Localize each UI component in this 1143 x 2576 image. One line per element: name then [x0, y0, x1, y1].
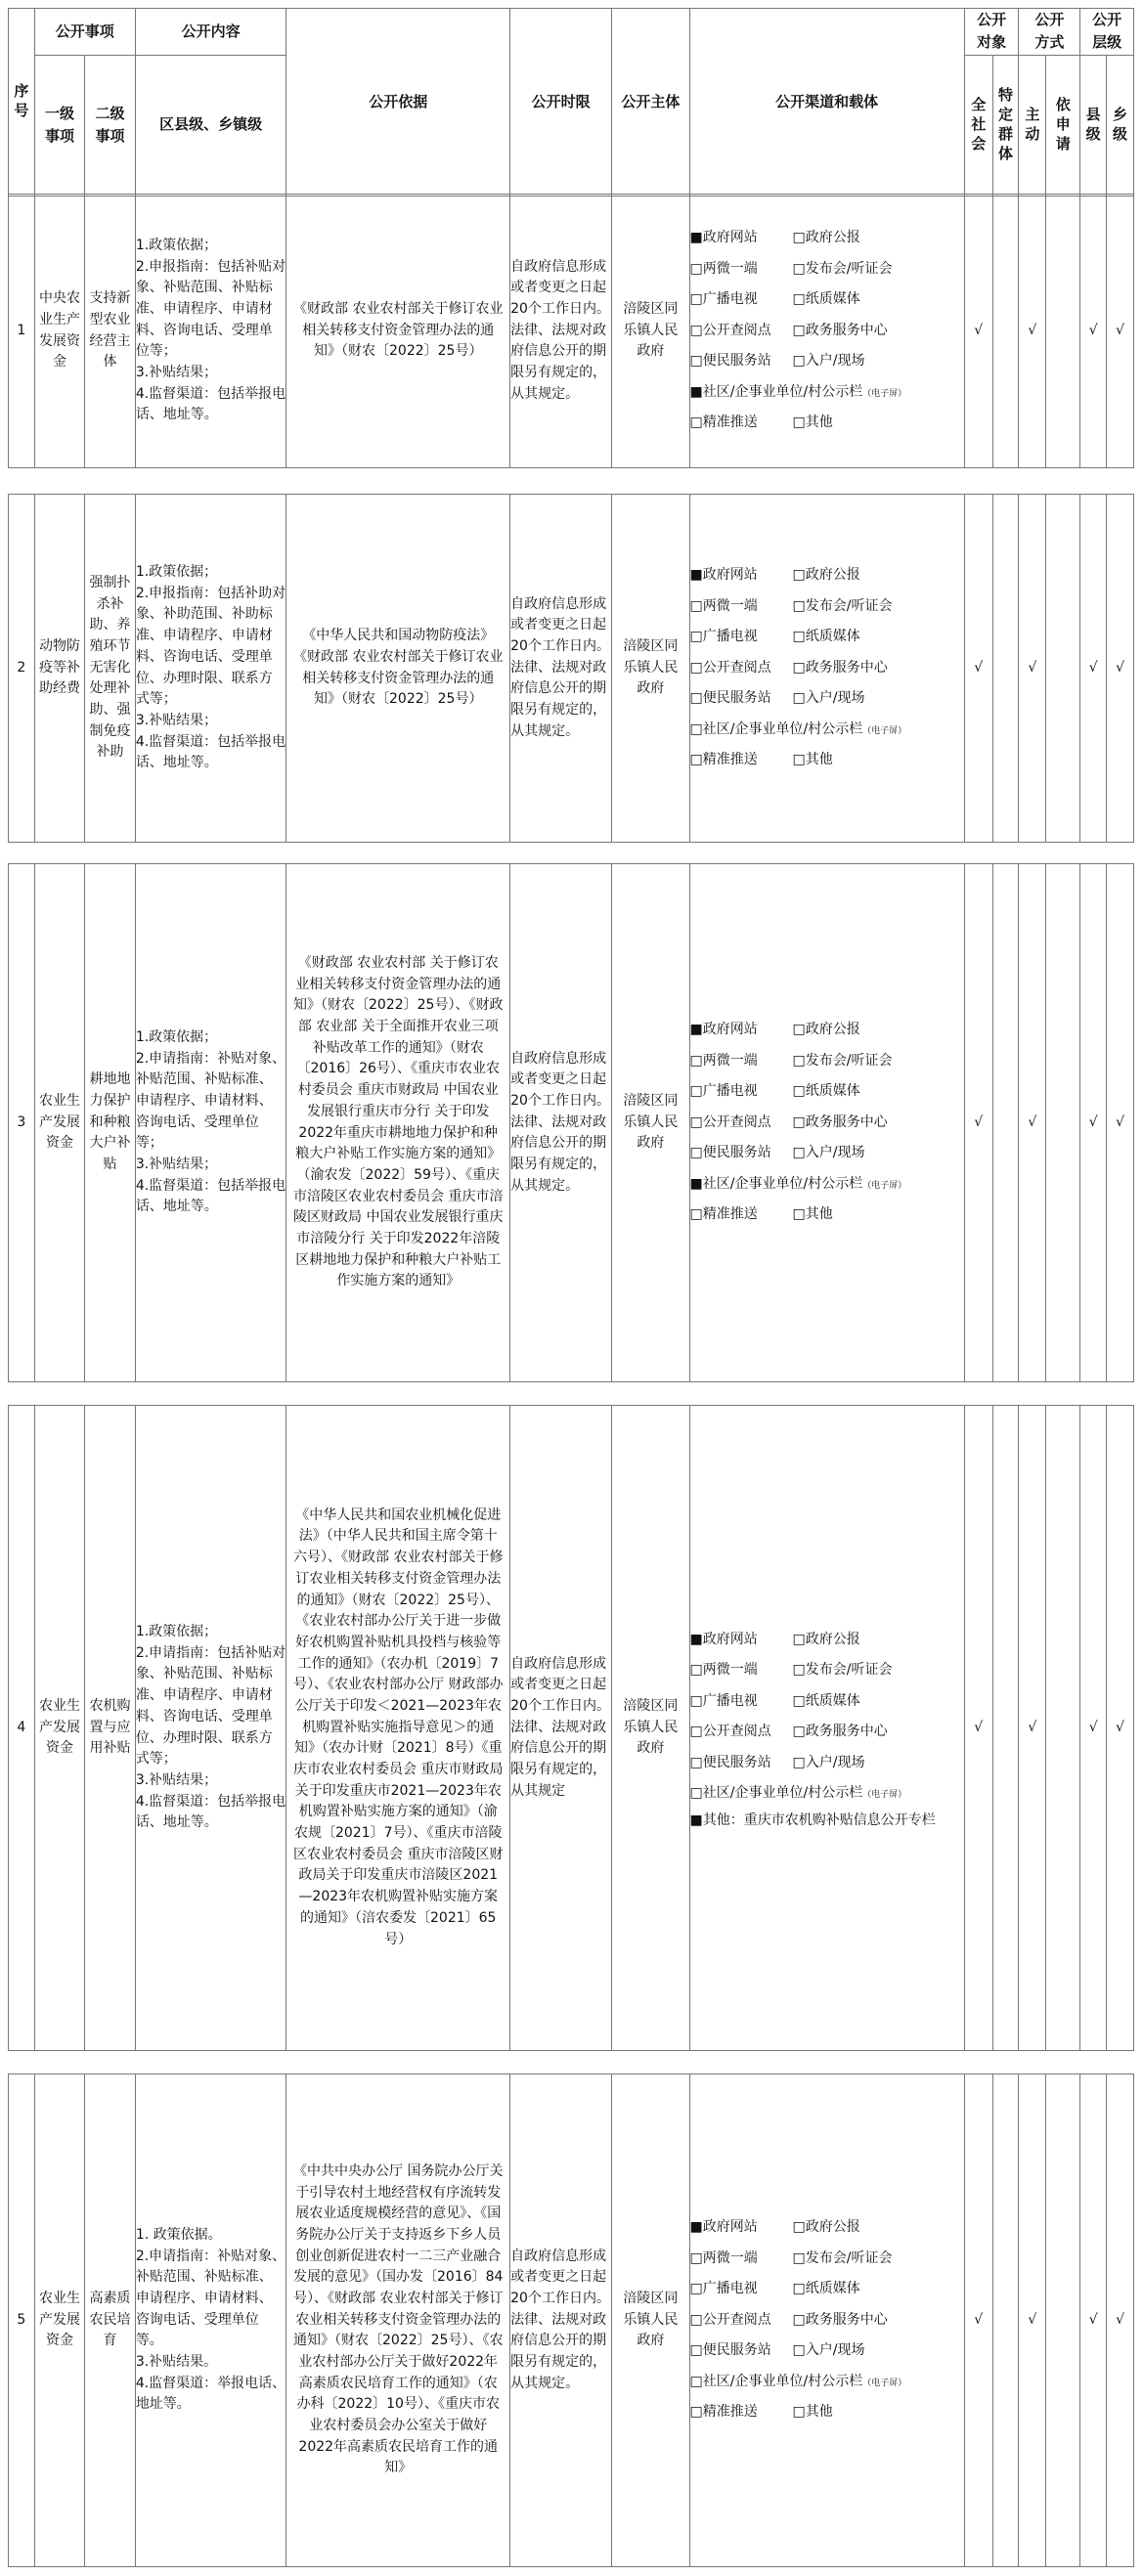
- content-line: 3.补贴结果；: [135, 712, 218, 728]
- channel-line: [690, 2212, 964, 2244]
- channel-option: □其他: [792, 415, 833, 431]
- channel-line: [690, 1169, 964, 1201]
- channel-option: □广播电视: [689, 1692, 758, 1709]
- row-subject: [612, 495, 689, 843]
- row-check-tier-town: √: [1107, 864, 1134, 1382]
- row-check-target-all: √: [964, 2074, 992, 2567]
- row-subject: [612, 195, 689, 468]
- row-check-target-group: [992, 864, 1019, 1382]
- channel-option: ■社区/企事业单位/村公示栏: [689, 1175, 863, 1192]
- row-level2: 耕地地力保护和种粮大户补贴: [85, 864, 136, 1382]
- channel-option: □发布会/听证会: [792, 1662, 893, 1679]
- header-tier: 公开层级: [1080, 9, 1134, 56]
- channel-option: □社区/企事业单位/村公示栏: [689, 2373, 863, 2389]
- header-item: 公开事项: [34, 9, 135, 56]
- row-check-mode-apply: [1046, 864, 1080, 1382]
- row-basis: 《中华人民共和国动物防疫法》《财政部 农业农村部关于修订农业相关转移支付资金管理办法的通知》（财农〔2022〕25号）: [286, 495, 510, 843]
- channel-option: □精准推送: [689, 752, 758, 768]
- row-content: [135, 2074, 286, 2567]
- channel-option: □社区/企事业单位/村公示栏: [689, 1785, 863, 1802]
- header-seq: 序号: [9, 9, 35, 196]
- row-check-mode-apply: [1046, 1406, 1080, 2051]
- table-row: [8, 194, 1134, 468]
- channel-line: [690, 1046, 964, 1077]
- row-channels: [689, 1406, 964, 2051]
- channel-line: [690, 1015, 964, 1046]
- row-check-mode-apply: [1046, 195, 1080, 468]
- row-level2: 支持新型农业经营主体: [85, 195, 136, 468]
- row-check-target-all: √: [964, 864, 992, 1382]
- channel-option: □广播电视: [689, 291, 758, 308]
- content-line: 2.申请指南：包括补贴对象、补贴范围、补贴标准、申请程序、申请材料、咨询电话、受理单位、办理时限、联系方式等；: [135, 1644, 286, 1768]
- table-row: [8, 2074, 1134, 2567]
- header-level1: 一级事项: [34, 55, 85, 196]
- channel-line: [690, 1655, 964, 1686]
- channel-option: ■政府网站: [689, 230, 758, 246]
- channel-option: □纸质媒体: [792, 291, 860, 308]
- row-channels: [689, 864, 964, 1382]
- channel-line: [690, 2274, 964, 2305]
- channel-option: （电子屏）: [862, 725, 907, 736]
- row-timing: 自政府信息形成或者变更之日起20个工作日内。法律、法规对政府信息公开的期限另有规定的，从其规定。: [510, 2074, 612, 2567]
- channel-line: [690, 1076, 964, 1108]
- content-line: 2.申请指南：补贴对象、补贴范围、补贴标准、申请程序、申请材料、咨询电话、受理单位等。: [135, 2248, 286, 2349]
- channel-line: [690, 284, 964, 316]
- row-timing: 自政府信息形成或者变更之日起20个工作日内。法律、法规对政府信息公开的期限另有规定的，从其规定。: [510, 864, 612, 1382]
- channel-line: [690, 745, 964, 776]
- channel-option: □两微一端: [689, 1052, 758, 1069]
- row-level1: 农业生产发展资金: [34, 864, 85, 1382]
- row-channels: [689, 195, 964, 468]
- header-mode-apply: 依申请: [1046, 55, 1080, 196]
- content-line: 1. 政策依据。: [135, 2226, 222, 2243]
- channel-option: ■政府网站: [689, 1022, 758, 1038]
- channel-line: [690, 346, 964, 377]
- channel-line: [690, 1625, 964, 1656]
- row-check-mode-active: √: [1019, 2074, 1046, 2567]
- row-seq: 4: [9, 1406, 35, 2051]
- channel-line: [690, 316, 964, 347]
- channel-option: □公开查阅点: [689, 1724, 771, 1740]
- channel-option: □其他: [792, 2404, 833, 2421]
- channel-option: □社区/企事业单位/村公示栏: [689, 720, 863, 737]
- channel-option: （电子屏）: [862, 2378, 907, 2388]
- header-timing: 公开时限: [510, 9, 612, 196]
- row-level1: 动物防疫等补助经费: [34, 495, 85, 843]
- channel-line: [690, 2305, 964, 2336]
- row-check-target-group: [992, 2074, 1019, 2567]
- row-level2: 农机购置与应用补贴: [85, 1406, 136, 2051]
- row-channels: [689, 495, 964, 843]
- header-mode-active: 主动: [1019, 55, 1046, 196]
- row-content: [135, 495, 286, 843]
- channel-option: □纸质媒体: [792, 2281, 860, 2297]
- channel-option: □两微一端: [689, 2249, 758, 2266]
- row-check-tier-town: √: [1107, 195, 1134, 468]
- channel-option: □纸质媒体: [792, 1083, 860, 1100]
- row-check-tier-county: √: [1080, 864, 1107, 1382]
- channel-option: □广播电视: [689, 629, 758, 645]
- header-content-sub: 区县级、乡镇级: [135, 55, 286, 196]
- row-check-tier-town: √: [1107, 1406, 1134, 2051]
- channel-line: [690, 1717, 964, 1748]
- row-level1: 中央农业生产发展资金: [34, 195, 85, 468]
- channel-option: （电子屏）: [862, 1790, 907, 1801]
- channel-line: [690, 622, 964, 653]
- row-timing: 自政府信息形成或者变更之日起20个工作日内。法律、法规对政府信息公开的期限另有规定的，从其规定。: [510, 495, 612, 843]
- row-seq: 5: [9, 2074, 35, 2567]
- channel-line: [690, 1748, 964, 1779]
- header-target-group: 特定群体: [992, 55, 1019, 196]
- channel-option: □便民服务站: [689, 690, 771, 707]
- row-check-mode-active: √: [1019, 495, 1046, 843]
- channel-line: [690, 2244, 964, 2275]
- content-line: 4.监督渠道：包括举报电话、地址等。: [135, 733, 286, 771]
- row-subject: [612, 1406, 689, 2051]
- row-check-target-all: √: [964, 495, 992, 843]
- row-level1: 农业生产发展资金: [34, 1406, 85, 2051]
- channel-line: [690, 2397, 964, 2428]
- channel-option: ■政府网站: [689, 2219, 758, 2236]
- channel-option: □纸质媒体: [792, 1692, 860, 1709]
- row-check-mode-active: √: [1019, 1406, 1046, 2051]
- channel-option: □其他: [792, 752, 833, 768]
- row-check-target-group: [992, 1406, 1019, 2051]
- row-check-target-all: √: [964, 195, 992, 468]
- content-line: 1.政策依据；: [135, 237, 218, 253]
- content-line: 4.监督渠道：包括举报电话、地址等。: [135, 1793, 286, 1831]
- channel-option: ■政府网站: [689, 1631, 758, 1647]
- channel-option: □政务服务中心: [792, 1113, 888, 1130]
- channel-line: [690, 1686, 964, 1718]
- row-seq: 2: [9, 495, 35, 843]
- channel-line: [690, 1138, 964, 1169]
- row-basis: 《中共中央办公厅 国务院办公厅关于引导农村土地经营权有序流转发展农业适度规模经营的意见》、《国务院办公厅关于支持返乡下乡人员创业创新促进农村一二三产业融合发展的意见》（国办发〔2016〕84号）、《财政部 农业农村部关于修订农业相关转移支付资金管理办法的通知》（财农〔2022〕25号）、《农业农村部办公厅关于做好2022年高素质农民培育工作的通知》（农办科〔2022〕10号）、《重庆市农业农村委员会办公室关于做好2022年高素质农民培育工作的通知》: [286, 2074, 510, 2567]
- channel-line: [690, 715, 964, 746]
- channel-option: □公开查阅点: [689, 1113, 771, 1130]
- channel-option: □入户/现场: [792, 2342, 865, 2359]
- channel-option: □政务服务中心: [792, 322, 888, 338]
- header-level2: 二级事项: [85, 55, 136, 196]
- row-basis: 《财政部 农业农村部 关于修订农业相关转移支付资金管理办法的通知》（财农〔2022〕25号）、《财政部 农业部 关于全面推开农业三项补贴改革工作的通知》（财农〔2016〕26号）、《重庆市农业农村委员会 重庆市财政局 中国农业发展银行重庆市分行 关于印发2022年重庆市耕地地力保护和种粮大户补贴工作实施方案的通知》（渝农发〔2022〕59号）、《重庆市涪陵区农业农村委员会 重庆市涪陵区财政局 中国农业发展银行重庆市涪陵分行 关于印发2022年涪陵区耕地地力保护和种粮大户补贴工作实施方案的通知》: [286, 864, 510, 1382]
- row-basis: 《财政部 农业农村部关于修订农业相关转移支付资金管理办法的通知》（财农〔2022〕25号）: [286, 195, 510, 468]
- table-row: [8, 863, 1134, 1382]
- row-channels: [689, 2074, 964, 2567]
- channel-line: [690, 2367, 964, 2398]
- header-subject: 公开主体: [612, 9, 689, 196]
- header-channels: 公开渠道和载体: [689, 9, 964, 196]
- channel-option: □入户/现场: [792, 353, 865, 370]
- row-basis: 《中华人民共和国农业机械化促进法》（中华人民共和国主席令第十六号）、《财政部 农业农村部关于修订农业相关转移支付资金管理办法的通知》（财农〔2022〕25号）、《农业农村部办公厅关于进一步做好农机购置补贴机具投档与核验等工作的通知》（农办机〔2019〕7号）、《农业农村部办公厅 财政部办公厅关于印发＜2021—2023年农机购置补贴实施指导意见＞的通知》（农办计财〔2021〕8号）《重庆市农业农村委员会 重庆市财政局 关于印发重庆市2021—2023年农机购置补贴实施方案的通知》（渝农规〔2021〕7号）、《重庆市涪陵区农业农村委员会 重庆市涪陵区财政局关于印发重庆市涪陵区2021—2023年农机购置补贴实施方案的通知》（涪农委发〔2021〕65号）: [286, 1406, 510, 2051]
- header-mode: 公开方式: [1019, 9, 1080, 56]
- row-seq: 1: [9, 195, 35, 468]
- content-line: 4.监督渠道：举报电话、地址等。: [135, 2375, 286, 2413]
- channel-line: [690, 683, 964, 715]
- channel-option: ■其他：重庆市农机购补贴信息公开专栏: [689, 1812, 936, 1828]
- channel-option: ■社区/企事业单位/村公示栏: [689, 383, 863, 400]
- content-line: 3.补贴结果。: [135, 2354, 218, 2371]
- channel-line: [690, 1108, 964, 1139]
- content-line: 3.补贴结果；: [135, 365, 218, 381]
- table-row: [8, 1405, 1134, 2051]
- row-timing: 自政府信息形成或者变更之日起20个工作日内。法律、法规对政府信息公开的期限另有规定的，从其规定: [510, 1406, 612, 2051]
- channel-option: □两微一端: [689, 1662, 758, 1679]
- channel-line: [690, 223, 964, 254]
- channel-line: [690, 254, 964, 285]
- row-level2: 高素质农民培育: [85, 2074, 136, 2567]
- channel-option: □政务服务中心: [792, 1724, 888, 1740]
- row-subject: [612, 2074, 689, 2567]
- header-content: 公开内容: [135, 9, 286, 56]
- channel-line: [690, 653, 964, 684]
- row-check-tier-town: √: [1107, 495, 1134, 843]
- row-check-tier-county: √: [1080, 1406, 1107, 2051]
- row-check-mode-apply: [1046, 495, 1080, 843]
- row-level2: 强制扑杀补助、养殖环节无害化处理补助、强制免疫补助: [85, 495, 136, 843]
- channel-option: □便民服务站: [689, 1754, 771, 1770]
- channel-option: □发布会/听证会: [792, 1052, 893, 1069]
- channel-option: □公开查阅点: [689, 322, 771, 338]
- row-subject: [612, 864, 689, 1382]
- subject-text: 涪陵区同乐镇人民政府: [623, 2290, 679, 2349]
- channel-line: [690, 1200, 964, 1231]
- row-content: [135, 195, 286, 468]
- channel-option: （电子屏）: [862, 388, 907, 399]
- channel-option: □纸质媒体: [792, 629, 860, 645]
- channel-line: [690, 1810, 964, 1831]
- header-tier-town: 乡级: [1107, 55, 1134, 196]
- channel-option: □两微一端: [689, 260, 758, 277]
- subject-text: 涪陵区同乐镇人民政府: [623, 300, 679, 360]
- table-row: [8, 494, 1134, 843]
- subject-text: 涪陵区同乐镇人民政府: [623, 1697, 679, 1757]
- row-check-mode-active: √: [1019, 195, 1046, 468]
- content-line: 3.补贴结果；: [135, 1157, 218, 1173]
- channel-line: [690, 560, 964, 591]
- channel-option: □政务服务中心: [792, 659, 888, 676]
- row-check-tier-county: √: [1080, 195, 1107, 468]
- channel-line: [690, 1778, 964, 1810]
- row-check-target-all: √: [964, 1406, 992, 2051]
- content-line: 2.申报指南：包括补贴对象、补贴范围、补贴标准、申请程序、申请材料、咨询电话、受理单位等；: [135, 258, 286, 360]
- channel-line: [690, 591, 964, 623]
- channel-option: □入户/现场: [792, 1754, 865, 1770]
- content-line: 1.政策依据；: [135, 1624, 218, 1640]
- channel-option: □政府公报: [792, 1022, 860, 1038]
- header-tier-county: 县级: [1080, 55, 1107, 196]
- channel-option: □政府公报: [792, 230, 860, 246]
- channel-option: □公开查阅点: [689, 659, 771, 676]
- channel-option: □政府公报: [792, 2219, 860, 2236]
- channel-option: □广播电视: [689, 2281, 758, 2297]
- channel-option: □政府公报: [792, 567, 860, 584]
- subject-text: 涪陵区同乐镇人民政府: [623, 637, 679, 697]
- row-check-tier-county: √: [1080, 2074, 1107, 2567]
- row-check-target-group: [992, 195, 1019, 468]
- channel-option: □公开查阅点: [689, 2311, 771, 2328]
- channel-option: □发布会/听证会: [792, 260, 893, 277]
- row-content: [135, 864, 286, 1382]
- channel-option: □入户/现场: [792, 690, 865, 707]
- row-seq: 3: [9, 864, 35, 1382]
- channel-option: □精准推送: [689, 1206, 758, 1223]
- row-check-target-group: [992, 495, 1019, 843]
- content-line: 1.政策依据；: [135, 564, 218, 581]
- row-content: [135, 1406, 286, 2051]
- channel-option: □其他: [792, 1206, 833, 1223]
- channel-line: [690, 377, 964, 409]
- header-target: 公开对象: [964, 9, 1019, 56]
- channel-option: □发布会/听证会: [792, 597, 893, 614]
- channel-line: [690, 408, 964, 439]
- header-target-all: 全社会: [964, 55, 992, 196]
- channel-option: □便民服务站: [689, 353, 771, 370]
- channel-option: □便民服务站: [689, 2342, 771, 2359]
- channel-option: □便民服务站: [689, 1145, 771, 1161]
- header-basis: 公开依据: [286, 9, 510, 196]
- row-check-tier-town: √: [1107, 2074, 1134, 2567]
- content-line: 2.申报指南：包括补助对象、补助范围、补助标准、申请程序、申请材料、咨询电话、受理单位、办理时限、联系方式等；: [135, 585, 286, 708]
- content-line: 1.政策依据；: [135, 1028, 218, 1045]
- channel-option: □政务服务中心: [792, 2311, 888, 2328]
- content-line: 3.补贴结果；: [135, 1771, 218, 1788]
- channel-option: □精准推送: [689, 2404, 758, 2421]
- channel-option: □政府公报: [792, 1631, 860, 1647]
- row-check-mode-apply: [1046, 2074, 1080, 2567]
- row-check-tier-county: √: [1080, 495, 1107, 843]
- channel-option: □两微一端: [689, 597, 758, 614]
- channel-line: [690, 2336, 964, 2367]
- subject-text: 涪陵区同乐镇人民政府: [623, 1092, 679, 1152]
- row-level1: 农业生产发展资金: [34, 2074, 85, 2567]
- content-line: 4.监督渠道：包括举报电话、地址等。: [135, 385, 286, 423]
- content-line: 2.申请指南：补贴对象、补贴范围、补贴标准、申请程序、申请材料、咨询电话、受理单位等；: [135, 1050, 286, 1152]
- channel-option: （电子屏）: [862, 1180, 907, 1191]
- channel-option: □广播电视: [689, 1083, 758, 1100]
- channel-option: ■政府网站: [689, 567, 758, 584]
- channel-option: □入户/现场: [792, 1145, 865, 1161]
- row-timing: 自政府信息形成或者变更之日起20个工作日内。法律、法规对政府信息公开的期限另有规定的，从其规定。: [510, 195, 612, 468]
- row-check-mode-active: √: [1019, 864, 1046, 1382]
- content-line: 4.监督渠道：包括举报电话、地址等。: [135, 1177, 286, 1215]
- channel-option: □发布会/听证会: [792, 2249, 893, 2266]
- header-table: [8, 8, 1134, 196]
- channel-option: □精准推送: [689, 415, 758, 431]
